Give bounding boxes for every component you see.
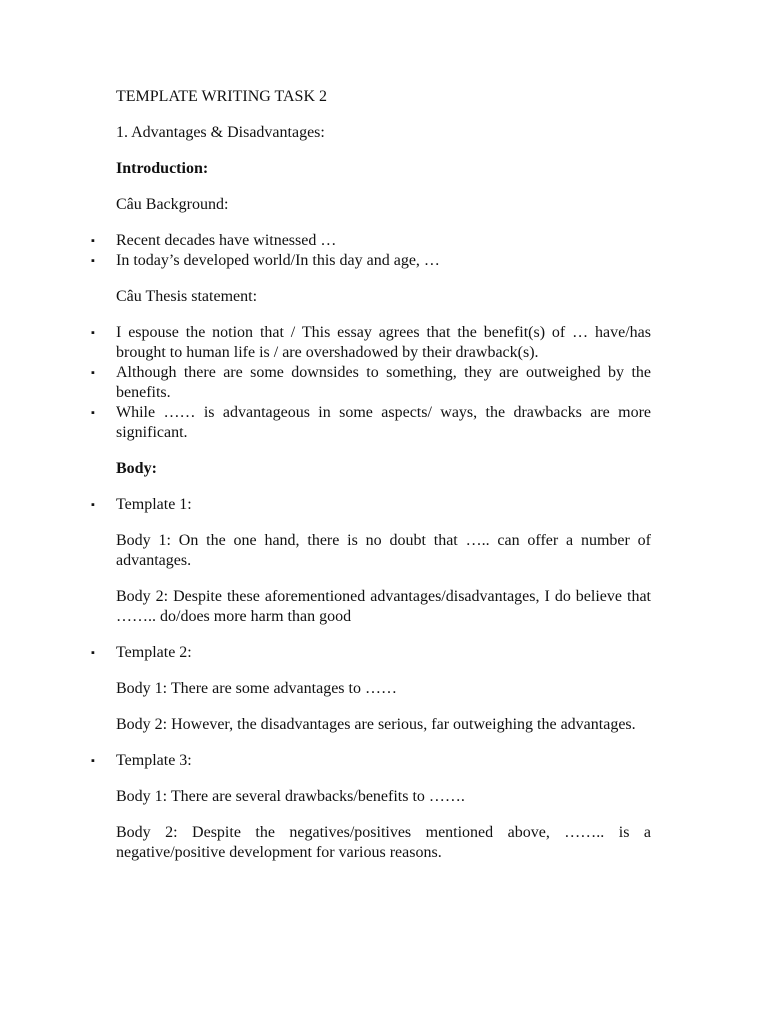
bullet-icon: ▪	[91, 235, 95, 247]
list-item	[91, 323, 651, 363]
list-item-text: In today’s developed world/In this day and age, …	[116, 252, 440, 269]
background-list	[91, 231, 651, 271]
template-label-text: Template 3:	[116, 752, 192, 769]
template-1-body-2: Body 2: Despite these aforementioned advantages/disadvantages, I do believe that …….. do/does more harm than good	[116, 588, 651, 625]
document-page	[91, 87, 651, 879]
section-heading: 1. Advantages & Disadvantages:	[116, 124, 325, 141]
body-heading: Body:	[116, 460, 157, 477]
list-item-text: Although there are some downsides to something, they are outweighed by the benefits.	[116, 364, 651, 401]
template-1-body-1: Body 1: On the one hand, there is no doubt that ….. can offer a number of advantages.	[116, 532, 651, 569]
template-2-body-1: Body 1: There are some advantages to ……	[116, 680, 397, 697]
bullet-icon: ▪	[91, 255, 95, 267]
template-3-body-2: Body 2: Despite the negatives/positives mentioned above, …….. is a negative/positive development for various reasons.	[116, 824, 651, 861]
list-item-text: While …… is advantageous in some aspects/ ways, the drawbacks are more significant.	[116, 404, 651, 441]
thesis-label: Câu Thesis statement:	[116, 288, 258, 305]
template-label-2	[91, 643, 651, 663]
thesis-list	[91, 323, 651, 443]
bullet-icon: ▪	[91, 367, 95, 379]
bullet-icon: ▪	[91, 647, 95, 659]
list-item	[91, 363, 651, 403]
bullet-icon: ▪	[91, 407, 95, 419]
bullet-icon: ▪	[91, 755, 95, 767]
template-label-1	[91, 495, 651, 515]
document-title: TEMPLATE WRITING TASK 2	[116, 88, 328, 105]
template-label-text: Template 1:	[116, 496, 192, 513]
background-label: Câu Background:	[116, 196, 229, 213]
template-3-body-1: Body 1: There are several drawbacks/benefits to …….	[116, 788, 465, 805]
template-label-3	[91, 751, 651, 771]
list-item-text: I espouse the notion that / This essay agrees that the benefit(s) of … have/has brought to human life is / are overshadowed by their drawback(s).	[116, 324, 651, 361]
list-item	[91, 231, 651, 251]
list-item-text: Recent decades have witnessed …	[116, 232, 337, 249]
template-2-body-2: Body 2: However, the disadvantages are serious, far outweighing the advantages.	[116, 716, 636, 733]
template-label-text: Template 2:	[116, 644, 192, 661]
list-item	[91, 403, 651, 443]
list-item	[91, 251, 651, 271]
bullet-icon: ▪	[91, 327, 95, 339]
bullet-icon: ▪	[91, 499, 95, 511]
introduction-heading: Introduction:	[116, 160, 209, 177]
